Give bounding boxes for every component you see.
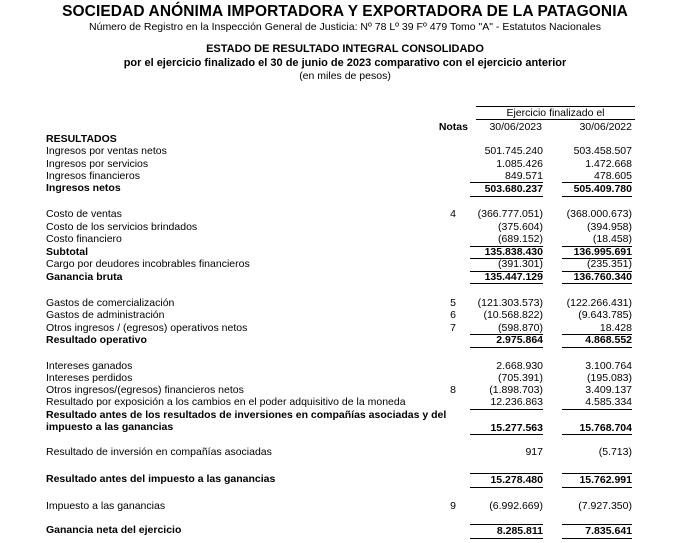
value-2023: 15.278.480 [470, 473, 543, 488]
row-label: Otros ingresos / (egresos) operativos netos [46, 321, 248, 334]
row-note: 9 [450, 500, 456, 512]
row-label: Ganancia bruta [46, 270, 123, 283]
value-2023: 849.571 [505, 170, 543, 182]
value-2022: 15.768.704 [562, 422, 632, 436]
table-row [0, 360, 690, 373]
row-label: Resultado por exposición a los cambios en el poder adquisitivo de la moneda [46, 396, 406, 408]
registry-info: Número de Registro en la Inspección General de Justicia: Nº 78 Lº 39 Fº 479 Tomo "A" - Estatutos Nacionales [89, 21, 601, 33]
table-row [0, 384, 690, 397]
value-2023: (705.391) [498, 372, 543, 384]
table-row [0, 334, 690, 347]
row-label: Ganancia neta del ejercicio [46, 524, 182, 536]
table-row [0, 145, 690, 158]
row-label: Ingresos financieros [46, 170, 140, 182]
table-row [0, 208, 690, 221]
table-row [0, 500, 690, 513]
value-2023: (121.303.573) [477, 296, 543, 309]
table-row [0, 322, 690, 335]
year-2022-header: 30/06/2022 [579, 121, 632, 133]
statement-title: ESTADO DE RESULTADO INTEGRAL CONSOLIDADO [206, 43, 484, 55]
row-note: 8 [450, 384, 456, 396]
value-2022: 3.100.764 [585, 359, 632, 372]
period-header: Ejercicio finalizado el [476, 106, 635, 120]
value-2022: 4.868.552 [562, 334, 632, 348]
value-2023: (391.301) [470, 258, 543, 272]
table-row [0, 309, 690, 322]
row-label: Ingresos netos [46, 182, 121, 194]
value-2023: 503.680.237 [470, 182, 543, 197]
value-2023: (598.870) [470, 322, 543, 336]
value-2022: (394.958) [587, 220, 632, 233]
row-label: Cargo por deudores incobrables financieros [46, 258, 250, 270]
row-label: Resultado de inversión en compañías asociadas [46, 446, 272, 458]
table-row [0, 372, 690, 385]
company-name: SOCIEDAD ANÓNIMA IMPORTADORA Y EXPORTADORA DE LA PATAGONIA [62, 3, 628, 20]
statement-subtitle: por el ejercicio finalizado el 30 de junio de 2023 comparativo con el ejercicio anterior [123, 57, 567, 69]
table-row [0, 246, 690, 259]
value-2022: 478.605 [594, 170, 632, 182]
row-label: Costo financiero [46, 233, 122, 245]
value-2023: 2.975.864 [470, 334, 543, 348]
value-2023: 501.745.240 [484, 145, 543, 157]
value-2022: 15.762.991 [562, 473, 632, 488]
row-label: Impuesto a las ganancias [46, 500, 166, 512]
table-row [0, 409, 690, 435]
year-2023-header: 30/06/2023 [489, 121, 542, 133]
notes-column-header: Notas [438, 121, 468, 133]
value-2022: (9.643.785) [578, 309, 632, 321]
value-2022: (5.713) [598, 446, 632, 458]
row-label: Ingresos por servicios [46, 157, 149, 170]
value-2023: (375.604) [498, 220, 543, 233]
value-2022: (368.000.673) [566, 208, 632, 220]
row-label: Resultado antes del impuesto a las ganancias [46, 473, 276, 485]
row-label: Resultado operativo [46, 334, 147, 346]
value-2023: (1.898.703) [489, 384, 543, 396]
table-row [0, 170, 690, 183]
row-label: RESULTADOS [46, 133, 117, 145]
row-label: Intereses ganados [46, 359, 133, 372]
row-note: 6 [450, 309, 456, 321]
row-note: 4 [450, 208, 456, 220]
value-2022: 7.835.641 [562, 524, 632, 539]
value-2022: 4.585.334 [562, 396, 632, 410]
table-row [0, 158, 690, 171]
value-2023: 135.447.129 [470, 271, 543, 285]
table-row [0, 396, 690, 409]
value-2023: 12.236.863 [470, 396, 543, 410]
row-label: Resultado antes de los resultados de inversiones en compañías asociadas y del impuesto a las ganancias [46, 408, 447, 433]
value-2023: 1.085.426 [496, 157, 543, 170]
value-2022: 503.458.507 [573, 145, 632, 157]
row-note: 7 [450, 321, 456, 334]
table-row [0, 233, 690, 246]
value-2022: 18.428 [562, 322, 632, 336]
row-label: Gastos de comercialización [46, 296, 175, 309]
table-row [0, 133, 690, 146]
table-row [0, 221, 690, 234]
statement-units: (en miles de pesos) [299, 70, 391, 82]
value-2023: 8.285.811 [470, 524, 543, 539]
value-2023: (689.152) [470, 233, 543, 247]
table-row [0, 446, 690, 459]
table-row [0, 182, 690, 195]
value-2022: 3.409.137 [585, 384, 632, 396]
value-2022: (122.266.431) [566, 296, 632, 309]
value-2022: 136.995.691 [562, 246, 632, 260]
table-row [0, 297, 690, 310]
table-row [0, 271, 690, 284]
row-label: Costo de los servicios brindados [46, 220, 198, 233]
row-label: Costo de ventas [46, 208, 122, 220]
value-2022: (7.927.350) [578, 500, 632, 512]
value-2023: (366.777.051) [477, 208, 543, 220]
value-2022: (18.458) [562, 233, 632, 247]
row-label: Ingresos por ventas netos [46, 145, 167, 157]
row-note: 5 [450, 296, 456, 309]
value-2022: (195.083) [587, 372, 632, 384]
value-2022: 505.409.780 [562, 182, 632, 197]
value-2023: (10.568.822) [483, 309, 543, 321]
value-2023: 2.668.930 [496, 359, 543, 372]
table-row [0, 524, 690, 537]
table-row [0, 258, 690, 271]
row-label: Gastos de administración [46, 309, 165, 321]
value-2023: 135.838.430 [470, 246, 543, 260]
value-2022: (235.351) [562, 258, 632, 272]
row-label: Intereses perdidos [46, 372, 133, 384]
value-2023: 15.277.563 [470, 422, 543, 436]
row-label: Subtotal [46, 245, 88, 258]
value-2023: 917 [525, 446, 543, 458]
value-2023: (6.992.669) [489, 500, 543, 512]
table-row [0, 473, 690, 486]
value-2022: 136.760.340 [562, 271, 632, 285]
row-label: Otros ingresos/(egresos) financieros netos [46, 384, 244, 396]
value-2022: 1.472.668 [585, 157, 632, 170]
